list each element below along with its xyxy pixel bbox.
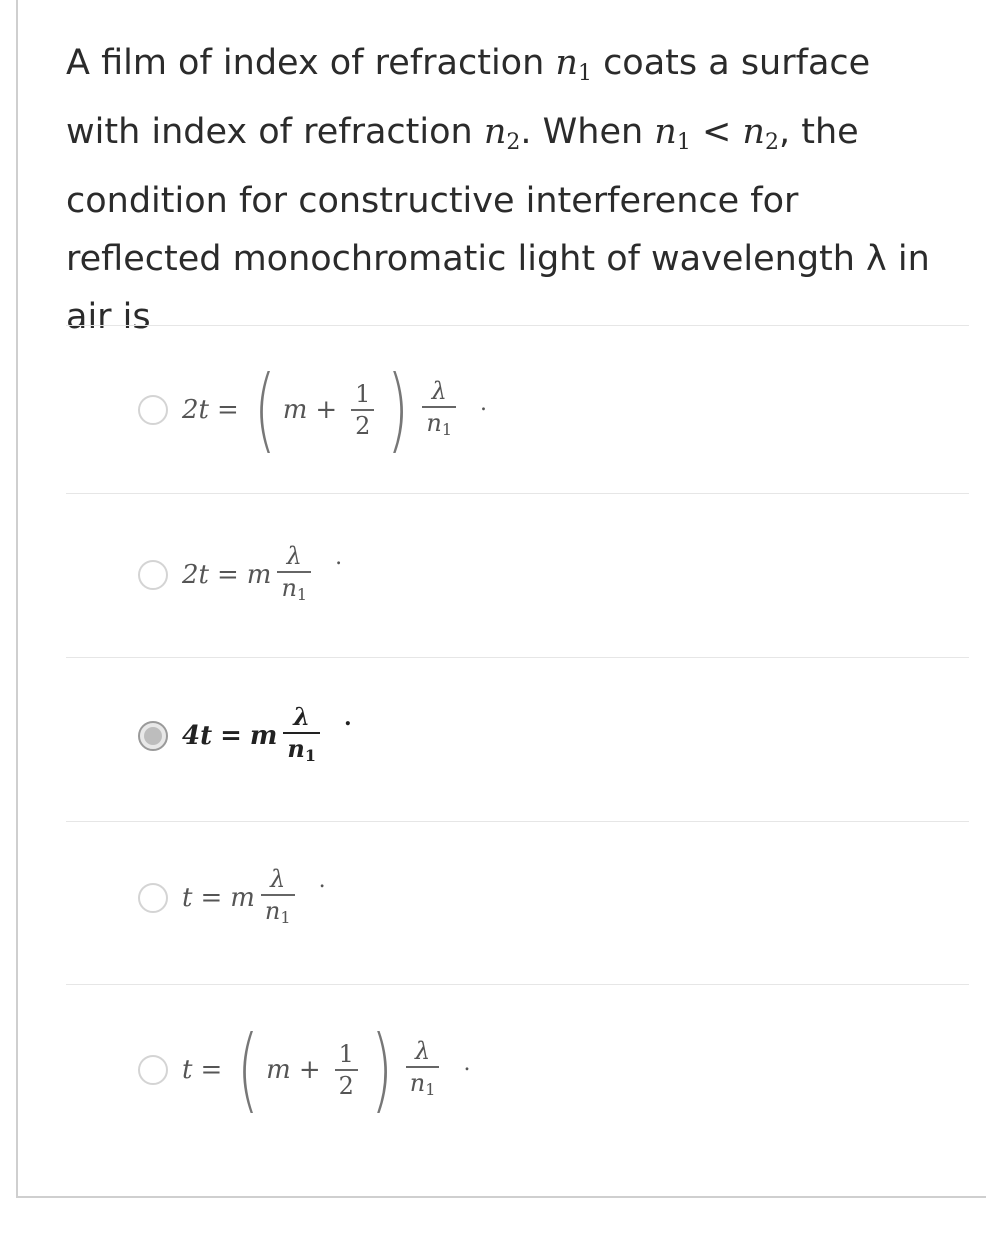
radio-button-selected[interactable]: [138, 721, 168, 751]
right-paren: ): [387, 356, 410, 463]
equation: t = ( m + $\frac{1}{2}$ ) $\frac{\lambda}{n_1}$ .: [182, 1016, 471, 1123]
option-divider: [66, 325, 969, 326]
option-divider: [66, 821, 969, 822]
n1-symbol: $n_1$: [555, 43, 592, 86]
radio-button[interactable]: [138, 1055, 168, 1085]
fraction-half: $\frac{1}{2}$: [351, 379, 374, 441]
radio-button[interactable]: [138, 395, 168, 425]
radio-button[interactable]: [138, 560, 168, 590]
answer-option-4[interactable]: [138, 838, 326, 958]
fraction-half: $\frac{1}{2}$: [335, 1039, 358, 1101]
question-text-part: . When: [520, 112, 655, 152]
left-paren: (: [237, 1016, 259, 1123]
answer-option-2[interactable]: [138, 515, 342, 635]
fraction-lambda-over-n1: $\frac{\lambda}{n_1}$: [283, 702, 320, 771]
equation: 4t = m $\frac{\lambda}{n_1}$ .: [182, 702, 352, 771]
n2-symbol: $n_2$: [483, 112, 521, 155]
question-text-part: , the condition for constructive interference for reflected monochromatic light of wavelength λ in air is: [66, 112, 930, 337]
n2-symbol: $n_2$: [742, 112, 779, 155]
option-divider: [66, 984, 969, 985]
equation: 2t = ( m + $\frac{1}{2}$ ) $\frac{\lambda}{n_1}$ .: [182, 356, 487, 463]
answer-option-3[interactable]: [138, 676, 352, 796]
option-divider: [66, 493, 969, 494]
question-text-part: A film of index of refraction: [66, 43, 556, 83]
question-card: [16, 0, 986, 1198]
right-paren: ): [371, 1016, 393, 1123]
fraction-lambda-over-n1: $\frac{\lambda}{n_1}$: [406, 1036, 440, 1105]
left-paren: (: [253, 356, 276, 463]
answer-option-1[interactable]: [138, 350, 487, 470]
question-text-part: coats a surface with index of refraction: [66, 43, 871, 152]
equation: t = m $\frac{\lambda}{n_1}$ .: [182, 864, 326, 933]
answer-option-5[interactable]: [138, 1010, 470, 1130]
n1-symbol: $n_1$: [654, 112, 691, 155]
option-divider: [66, 657, 969, 658]
fraction-lambda-over-n1: $\frac{\lambda}{n_1}$: [261, 864, 295, 933]
question-text: [66, 34, 946, 346]
fraction-lambda-over-n1: $\frac{\lambda}{n_1}$: [277, 541, 311, 610]
fraction-lambda-over-n1: $\frac{\lambda}{n_1}$: [422, 376, 456, 445]
equation: 2t = m $\frac{\lambda}{n_1}$ .: [182, 541, 342, 610]
less-than-symbol: <: [690, 112, 743, 152]
radio-button[interactable]: [138, 883, 168, 913]
